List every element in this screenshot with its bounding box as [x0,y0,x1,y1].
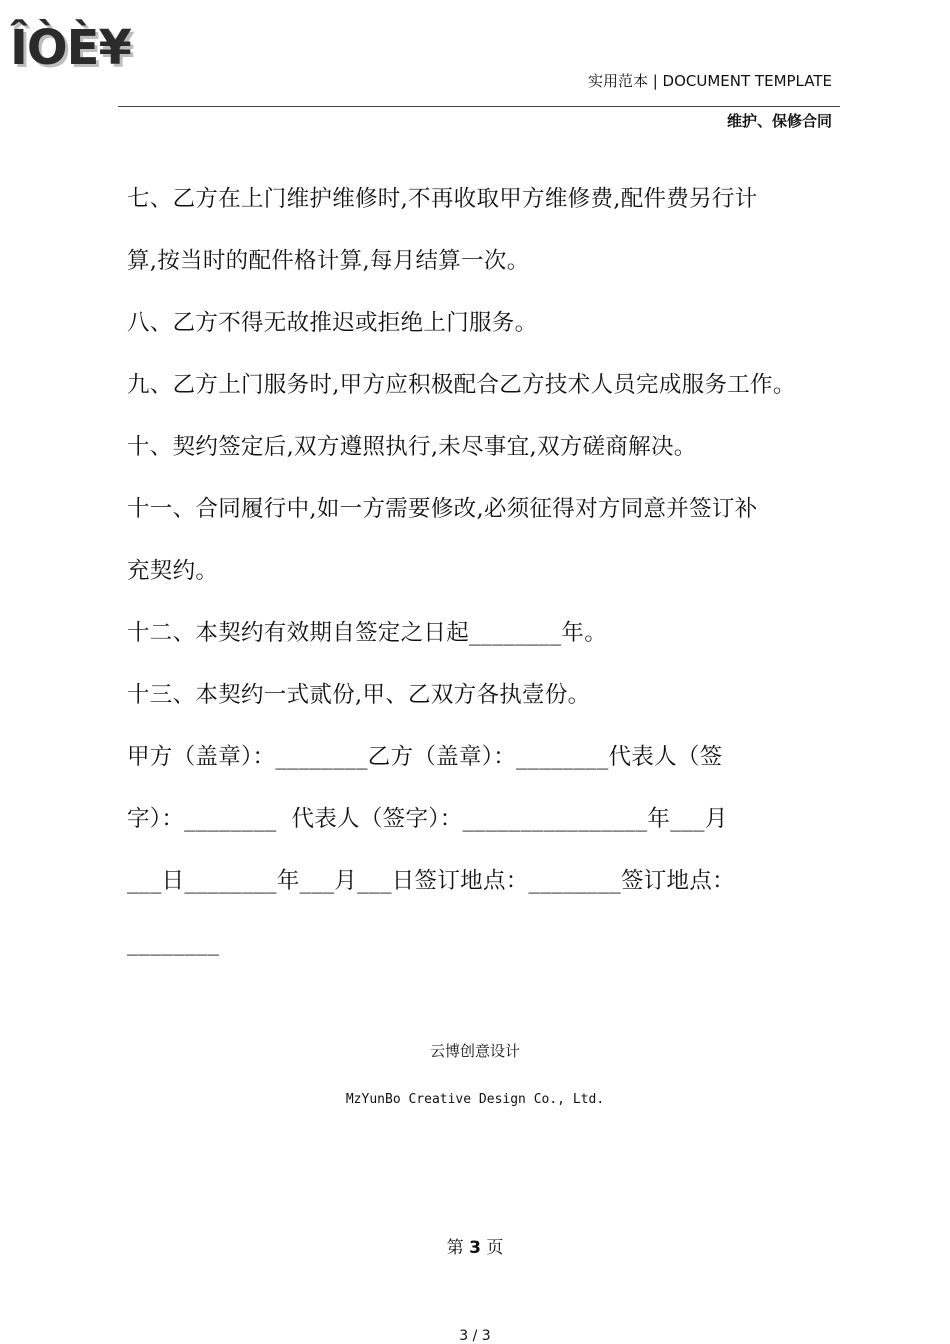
body-line: ________ [127,930,220,956]
body-line: 字）：________ 代表人（签字）：________________年___月 [127,806,728,832]
page-prefix: 第 [446,1238,464,1258]
body-line: 八、乙方不得无故推迟或拒绝上门服务。 [127,310,538,336]
body-line: ___日________年___月___日签订地点：________签订地点： [127,868,735,894]
body-line: 算,按当时的配件格计算,每月结算一次。 [127,248,530,274]
body-line: 充契约。 [127,558,219,584]
body-line: 甲方（盖章）：________乙方（盖章）：________代表人（签 [127,744,723,770]
page-count: 3 / 3 [459,1328,491,1344]
page-suffix: 页 [486,1238,504,1258]
header-title: 实用范本 | DOCUMENT TEMPLATE [587,72,832,90]
body-line: 七、乙方在上门维护维修时,不再收取甲方维修费,配件费另行计 [127,186,758,212]
page-number-value: 3 [469,1238,481,1258]
body-line: 十三、本契约一式贰份,甲、乙双方各执壹份。 [127,682,591,708]
footer-company-en: MzYunBo Creative Design Co., Ltd. [345,1092,605,1107]
page-number [0,1233,950,1258]
header-subtitle: 维护、保修合同 [726,112,832,130]
body-line: 十二、本契约有效期自签定之日起________年。 [127,620,608,646]
body-line: 九、乙方上门服务时,甲方应积极配合乙方技术人员完成服务工作。 [127,372,796,398]
body-line: 十、契约签定后,双方遵照执行,未尽事宜,双方磋商解决。 [127,434,697,460]
logo: ÎÒÈ¥ [10,20,131,76]
body-line: 十一、合同履行中,如一方需要修改,必须征得对方同意并签订补 [127,496,758,522]
contract-body [127,168,835,974]
footer-company-cn: 云博创意设计 [429,1042,520,1060]
header-divider [118,106,840,107]
